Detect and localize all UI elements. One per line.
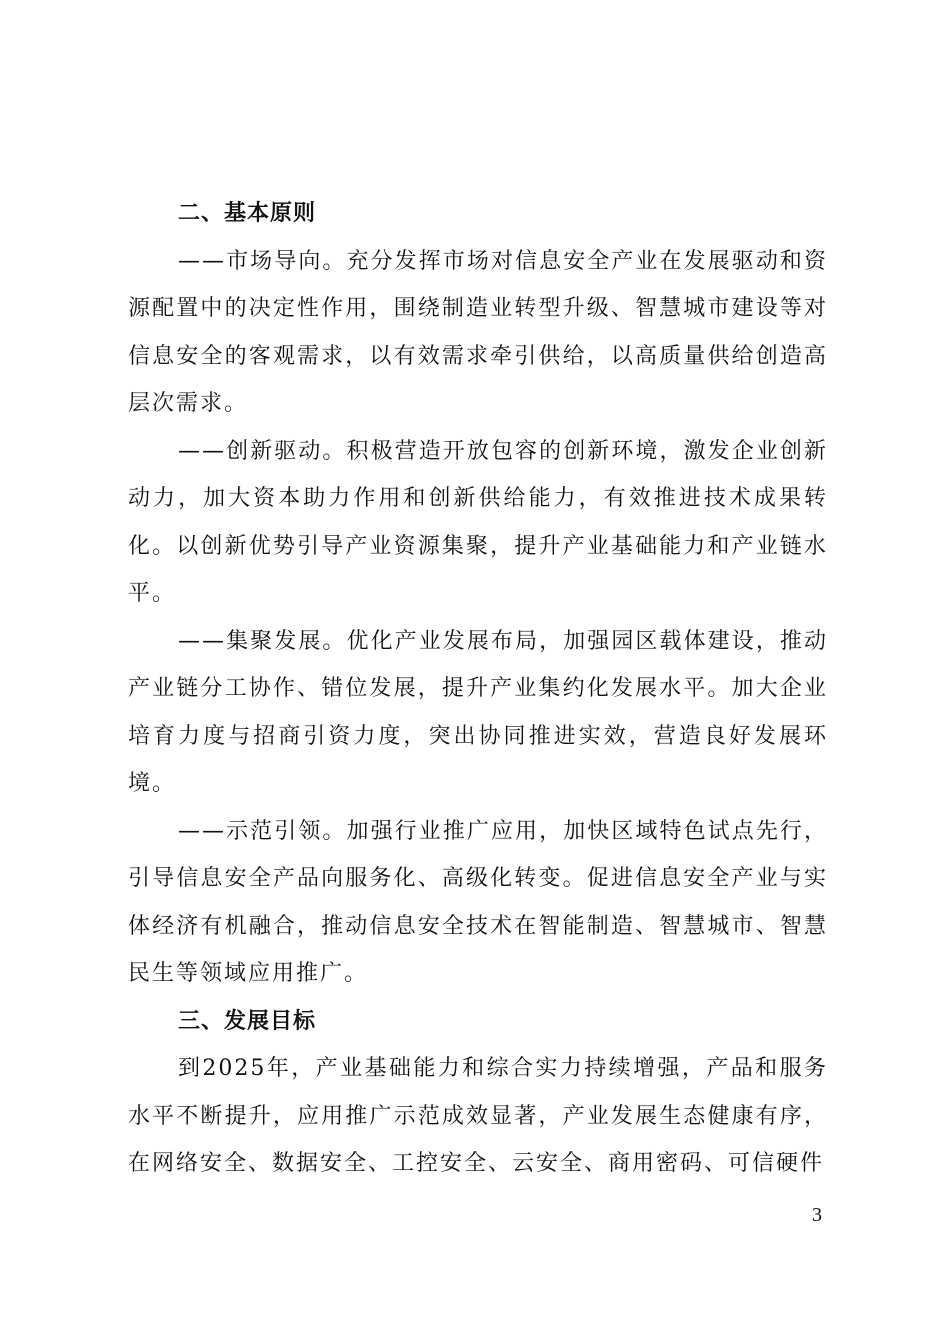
principle-text: 加强行业推广应用，加快区域特色试点先行，引导信息安全产品向服务化、高级化转变。促进信息安全产业与实体经济有机融合，推动信息安全技术在智能制造、智慧城市、智慧民生等领域应用推广。 [128, 818, 828, 986]
principle-text: 积极营造开放包容的创新环境，激发企业创新动力，加大资本助力作用和创新供给能力，有效推进技术成果转化。以创新优势引导产业资源集聚，提升产业基础能力和产业链水平。 [128, 438, 828, 606]
principle-lead: ——示范引领。 [178, 818, 347, 844]
principle-paragraph [128, 238, 828, 428]
principle-paragraph [128, 428, 828, 618]
principle-lead: ——集聚发展。 [178, 628, 347, 654]
principle-lead: ——创新驱动。 [178, 438, 347, 464]
principle-text: 充分发挥市场对信息安全产业在发展驱动和资源配置中的决定性作用，围绕制造业转型升级、智慧城市建设等对信息安全的客观需求，以有效需求牵引供给，以高质量供给创造高层次需求。 [128, 248, 828, 416]
page-content [128, 190, 828, 1188]
principle-text: 优化产业发展布局，加强园区载体建设，推动产业链分工协作、错位发展，提升产业集约化发展水平。加大企业培育力度与招商引资力度，突出协同推进实效，营造良好发展环境。 [128, 628, 828, 796]
section-heading-development-goals: 三、发展目标 [178, 1008, 317, 1034]
page-number: 3 [812, 1204, 822, 1226]
goals-paragraph: 到2025年，产业基础能力和综合实力持续增强，产品和服务水平不断提升，应用推广示范成效显著，产业发展生态健康有序，在网络安全、数据安全、工控安全、云安全、商用密码、可信硬件 [128, 1056, 828, 1176]
principle-paragraph [128, 618, 828, 808]
principle-lead: ——市场导向。 [178, 248, 347, 274]
principle-paragraph [128, 808, 828, 998]
section-heading-basic-principles: 二、基本原则 [178, 201, 317, 226]
